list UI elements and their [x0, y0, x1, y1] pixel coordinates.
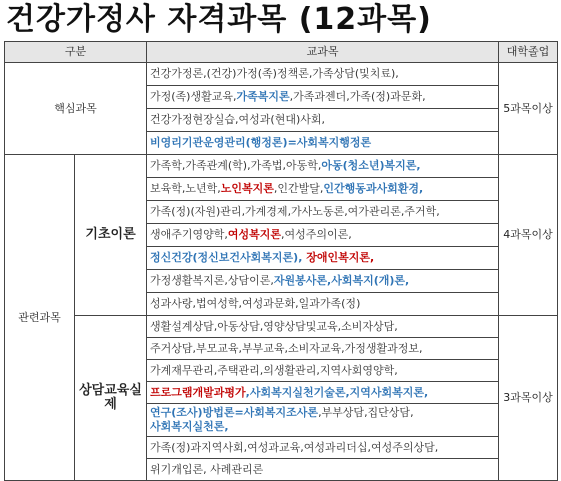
subcategory-counseling: 상담교육실제 [75, 316, 147, 481]
subject-cell [147, 247, 499, 270]
subject-text: 가족(정)(자원)관리,가계경제,가사노동론,여가관리론,주거학, [150, 205, 440, 218]
subject-text: 장애인복지론, [306, 251, 375, 264]
subject-text: 정신건강(정신보건사회복지론), [150, 251, 307, 264]
subject-cell [147, 178, 499, 201]
category-related: 관련과목 [5, 155, 75, 481]
table-row [5, 155, 558, 178]
subject-text: 인간행동과사회환경, [323, 182, 424, 195]
subject-text: 건강가정현장실습,여성과(현대)사회, [150, 113, 325, 126]
subject-text: 아동(청소년)복지론, [321, 159, 421, 172]
subject-text: 가족학,가족관계(학),가족법,아동학, [150, 159, 322, 172]
required-core: 5과목이상 [499, 63, 558, 155]
subject-text: 여성복지론 [227, 228, 282, 241]
header-subjects: 교과목 [147, 42, 499, 63]
subject-text: 주거상담,부모교육,부부교육,소비자교육,가정생활과정보, [150, 341, 423, 355]
subject-cell [147, 155, 499, 178]
subject-cell [147, 86, 499, 109]
subject-text: 보육학,노년학, [150, 182, 221, 195]
subject-cell [147, 316, 499, 338]
subject-text: 가족복지론 [236, 90, 290, 103]
subject-text: ,여성주의이론, [281, 228, 352, 241]
subject-cell [147, 270, 499, 293]
subject-text: 자원봉사론,사회복지(개)론, [273, 274, 410, 287]
subject-cell [147, 63, 499, 86]
subject-text: 가계재무관리,주택관리,의생활관리,지역사회영양학, [150, 363, 398, 377]
header-required: 대학졸업 [499, 42, 558, 63]
subject-text: 프로그램개발과평가 [150, 385, 246, 399]
subject-cell [147, 109, 499, 132]
subject-text: 성과사랑,법여성학,여성과문화,일과가족(정) [150, 297, 361, 310]
subject-cell [147, 293, 499, 316]
subject-text: ,가족과젠더,가족(정)과문화, [289, 90, 426, 103]
subject-text: 생활설계상담,아동상담,영양상담및교육,소비자상담, [150, 319, 398, 333]
subject-cell [147, 132, 499, 155]
table-row [5, 316, 558, 338]
required-counseling: 3과목이상 [499, 316, 558, 481]
subject-cell [147, 224, 499, 247]
subject-text: 가족(정)과지역사회,여성과교육,여성과리더십,여성주의상담, [150, 440, 439, 454]
subject-cell [147, 201, 499, 224]
subject-cell [147, 360, 499, 382]
required-basic: 4과목이상 [499, 155, 558, 316]
subject-text: ,부부상담,집단상담, [318, 406, 414, 419]
subject-text: 생애주기영양학, [150, 228, 228, 241]
subject-cell [147, 338, 499, 360]
subject-text: 가정생활복지론,상담이론, [150, 274, 274, 287]
subject-text: 비영리기관운영관리(행정론)=사회복지행정론 [150, 136, 372, 149]
subject-text: ,사회복지실천기술론,지역사회복지론, [245, 385, 429, 399]
subcategory-basic: 기초이론 [75, 155, 147, 316]
subject-cell [147, 382, 499, 404]
subject-text: 위기개입론, 사례관리론 [150, 462, 264, 476]
subject-text: 사회복지실천론, [150, 420, 229, 433]
page-title: 건강가정사 자격과목 (12과목) [6, 2, 432, 37]
subject-text: 건강가정론,(건강)가정(족)정책론,가족상담(및치료), [150, 67, 399, 80]
subject-text: 가정(족)생활교육, [150, 90, 237, 103]
subject-text: 노인복지론 [220, 182, 274, 195]
subject-text: 연구(조사)방법론=사회복지조사론 [150, 406, 319, 419]
subject-text: ,인간발달, [273, 182, 324, 195]
category-core: 핵심과목 [5, 63, 147, 155]
table-header-row [5, 42, 558, 63]
subject-cell [147, 404, 499, 437]
subjects-table [4, 41, 558, 481]
table-row [5, 63, 558, 86]
header-category: 구분 [5, 42, 147, 63]
subject-cell [147, 437, 499, 459]
